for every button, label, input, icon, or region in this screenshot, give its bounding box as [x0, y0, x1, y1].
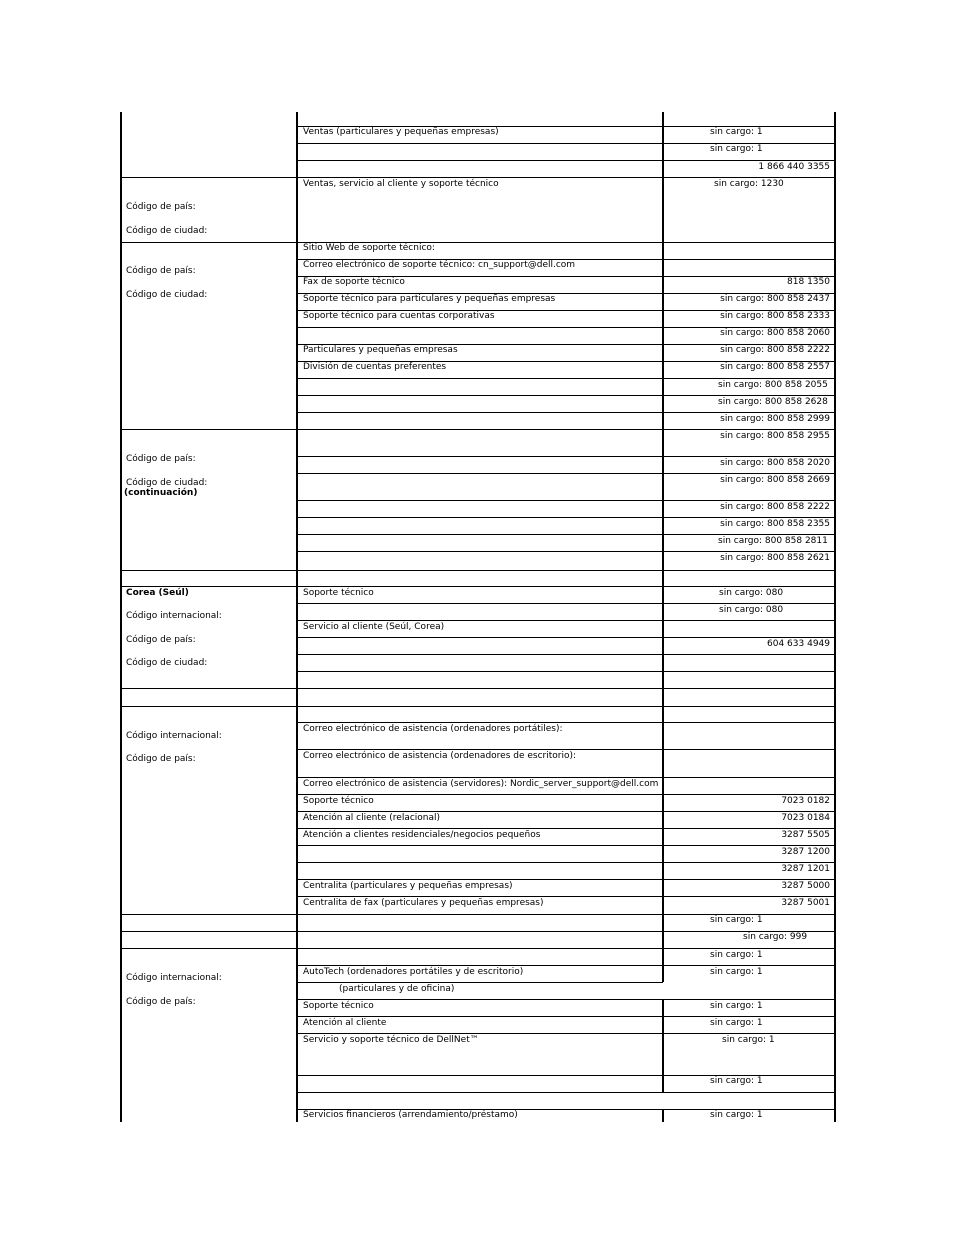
row-border — [296, 811, 835, 812]
left-cell-text: Código de país: — [126, 454, 196, 464]
number-cell-text: 818 1350 — [787, 277, 830, 287]
number-cell-text: sin cargo: 1 — [710, 950, 763, 960]
row-border — [296, 794, 835, 795]
number-cell-text: sin cargo: 1 — [722, 1035, 775, 1045]
row-border — [296, 637, 835, 638]
service-cell-text: Centralita (particulares y pequeñas empresas) — [303, 881, 513, 891]
row-border — [296, 749, 835, 750]
left-cell-text: Código de país: — [126, 202, 196, 212]
column-border — [120, 112, 122, 1122]
column-border — [834, 112, 836, 1122]
row-border — [120, 931, 835, 932]
row-border — [296, 517, 835, 518]
row-border — [296, 965, 835, 966]
number-cell-text: sin cargo: 800 858 2060 — [720, 328, 830, 338]
row-border — [296, 456, 835, 457]
service-cell-text: Atención al cliente (relacional) — [303, 813, 441, 823]
number-cell-text: 3287 5505 — [781, 830, 830, 840]
service-cell-text: Correo electrónico de soporte técnico: cn_support@dell.com — [303, 260, 576, 270]
row-border — [296, 500, 835, 501]
row-border — [120, 586, 835, 587]
row-border — [296, 473, 835, 474]
row-border — [296, 862, 835, 863]
service-cell-text: Correo electrónico de asistencia (servidores): Nordic_server_support@dell.com — [303, 779, 659, 789]
number-cell-text: sin cargo: 800 858 2557 — [720, 362, 830, 372]
number-cell-text: sin cargo: 800 858 2020 — [720, 458, 830, 468]
row-border — [296, 1092, 835, 1093]
service-cell-text: AutoTech (ordenadores portátiles y de escritorio) — [303, 967, 524, 977]
left-cell-text: Código de país: — [126, 266, 196, 276]
row-border — [296, 603, 835, 604]
number-cell-text: sin cargo: 1 — [710, 1076, 763, 1086]
number-cell-text: 7023 0182 — [781, 796, 830, 806]
number-cell-text: sin cargo: 080 — [719, 588, 784, 598]
service-cell-text: Soporte técnico para cuentas corporativas — [303, 311, 495, 321]
left-cell-text: Código internacional: — [126, 731, 222, 741]
number-cell-text: sin cargo: 800 858 2355 — [720, 519, 830, 529]
column-border — [662, 1109, 664, 1122]
number-cell-text: sin cargo: 800 858 2437 — [720, 294, 830, 304]
number-cell-text: 3287 1200 — [781, 847, 830, 857]
row-border — [296, 160, 835, 161]
number-cell-text: sin cargo: 1 — [710, 127, 763, 137]
number-cell-text: sin cargo: 1 — [710, 967, 763, 977]
left-cell-text: Código de país: — [126, 754, 196, 764]
number-cell-text: sin cargo: 080 — [719, 605, 784, 615]
service-cell-text: Ventas (particulares y pequeñas empresas) — [303, 127, 499, 137]
row-border — [296, 828, 835, 829]
left-cell-text: Código de ciudad: — [126, 478, 208, 488]
number-cell-text: 3287 1201 — [781, 864, 830, 874]
number-cell-text: sin cargo: 800 858 2999 — [720, 414, 830, 424]
row-border — [120, 706, 835, 707]
row-border — [296, 896, 835, 897]
number-cell-text: sin cargo: 800 858 2669 — [720, 475, 830, 485]
service-cell-text: Servicio al cliente (Seúl, Corea) — [303, 622, 445, 632]
row-border — [296, 845, 835, 846]
service-cell-text: Ventas, servicio al cliente y soporte técnico — [303, 179, 499, 189]
service-cell-text: Servicios financieros (arrendamiento/préstamo) — [303, 1110, 518, 1120]
row-border — [296, 551, 835, 552]
number-cell-text: 7023 0184 — [781, 813, 830, 823]
row-border — [120, 429, 835, 430]
service-cell-text: Soporte técnico para particulares y pequeñas empresas — [303, 294, 556, 304]
row-border — [296, 999, 835, 1000]
left-cell-text: Código de ciudad: — [126, 290, 208, 300]
row-border — [296, 395, 835, 396]
service-cell-text: Soporte técnico — [303, 796, 374, 806]
service-cell-text: Atención al cliente — [303, 1018, 387, 1028]
row-border — [120, 570, 835, 571]
number-cell-text: sin cargo: 800 858 2955 — [720, 431, 830, 441]
number-cell-text: sin cargo: 800 858 2222 — [720, 345, 830, 355]
number-cell-text: 3287 5000 — [781, 881, 830, 891]
number-cell-text: sin cargo: 800 858 2621 — [720, 553, 830, 563]
left-cell-text: Corea (Seúl) — [126, 588, 189, 598]
row-border — [296, 777, 835, 778]
service-cell-text: Correo electrónico de asistencia (ordenadores de escritorio): — [303, 751, 577, 761]
number-cell-text: sin cargo: 800 858 2222 — [720, 502, 830, 512]
service-cell-text: Correo electrónico de asistencia (ordenadores portátiles): — [303, 724, 563, 734]
left-cell-text: Código de ciudad: — [126, 226, 208, 236]
left-cell-text: Código de país: — [126, 997, 196, 1007]
left-cell-text: (continuación) — [124, 488, 198, 498]
row-border — [296, 620, 835, 621]
left-cell-text: Código de ciudad: — [126, 658, 208, 668]
row-border — [296, 1033, 835, 1034]
row-border — [120, 177, 835, 178]
number-cell-text: sin cargo: 800 858 2628 — [718, 397, 828, 407]
number-cell-text: sin cargo: 800 858 2811 — [718, 536, 828, 546]
service-cell-text: Atención a clientes residenciales/negocios pequeños — [303, 830, 541, 840]
number-cell-text: sin cargo: 999 — [743, 932, 808, 942]
service-cell-text: División de cuentas preferentes — [303, 362, 447, 372]
number-cell-text: 1 866 440 3355 — [758, 162, 830, 172]
number-cell-text: sin cargo: 1 — [710, 1001, 763, 1011]
row-border — [120, 688, 835, 689]
row-border — [296, 879, 835, 880]
row-border — [296, 722, 835, 723]
row-border — [296, 412, 835, 413]
number-cell-text: sin cargo: 1 — [710, 915, 763, 925]
service-cell-text: Soporte técnico — [303, 588, 374, 598]
number-cell-text: sin cargo: 800 858 2333 — [720, 311, 830, 321]
number-cell-text: sin cargo: 1 — [710, 144, 763, 154]
left-cell-text: Código internacional: — [126, 611, 222, 621]
row-border — [296, 654, 835, 655]
number-cell-text: sin cargo: 1 — [710, 1018, 763, 1028]
row-border — [296, 534, 835, 535]
number-cell-text: 604 633 4949 — [767, 639, 830, 649]
left-cell-text: Código de país: — [126, 635, 196, 645]
service-cell-text: Particulares y pequeñas empresas — [303, 345, 458, 355]
row-border — [296, 1016, 835, 1017]
column-border — [296, 112, 298, 1122]
row-border — [120, 948, 835, 949]
row-border — [296, 982, 663, 983]
service-cell-text: Fax de soporte técnico — [303, 277, 405, 287]
row-border — [296, 378, 835, 379]
number-cell-text: sin cargo: 1230 — [714, 179, 784, 189]
number-cell-text: sin cargo: 1 — [710, 1110, 763, 1120]
service-cell-text: Sitio Web de soporte técnico: — [303, 243, 435, 253]
number-cell-text: 3287 5001 — [781, 898, 830, 908]
left-cell-text: Código internacional: — [126, 973, 222, 983]
service-cell-text: Centralita de fax (particulares y pequeñas empresas) — [303, 898, 544, 908]
service-cell-text: (particulares y de oficina) — [339, 984, 455, 994]
row-border — [296, 671, 835, 672]
service-cell-text: Servicio y soporte técnico de DellNet™ — [303, 1035, 479, 1045]
column-border — [662, 999, 664, 1092]
number-cell-text: sin cargo: 800 858 2055 — [718, 380, 828, 390]
service-cell-text: Soporte técnico — [303, 1001, 374, 1011]
row-border — [120, 242, 835, 243]
